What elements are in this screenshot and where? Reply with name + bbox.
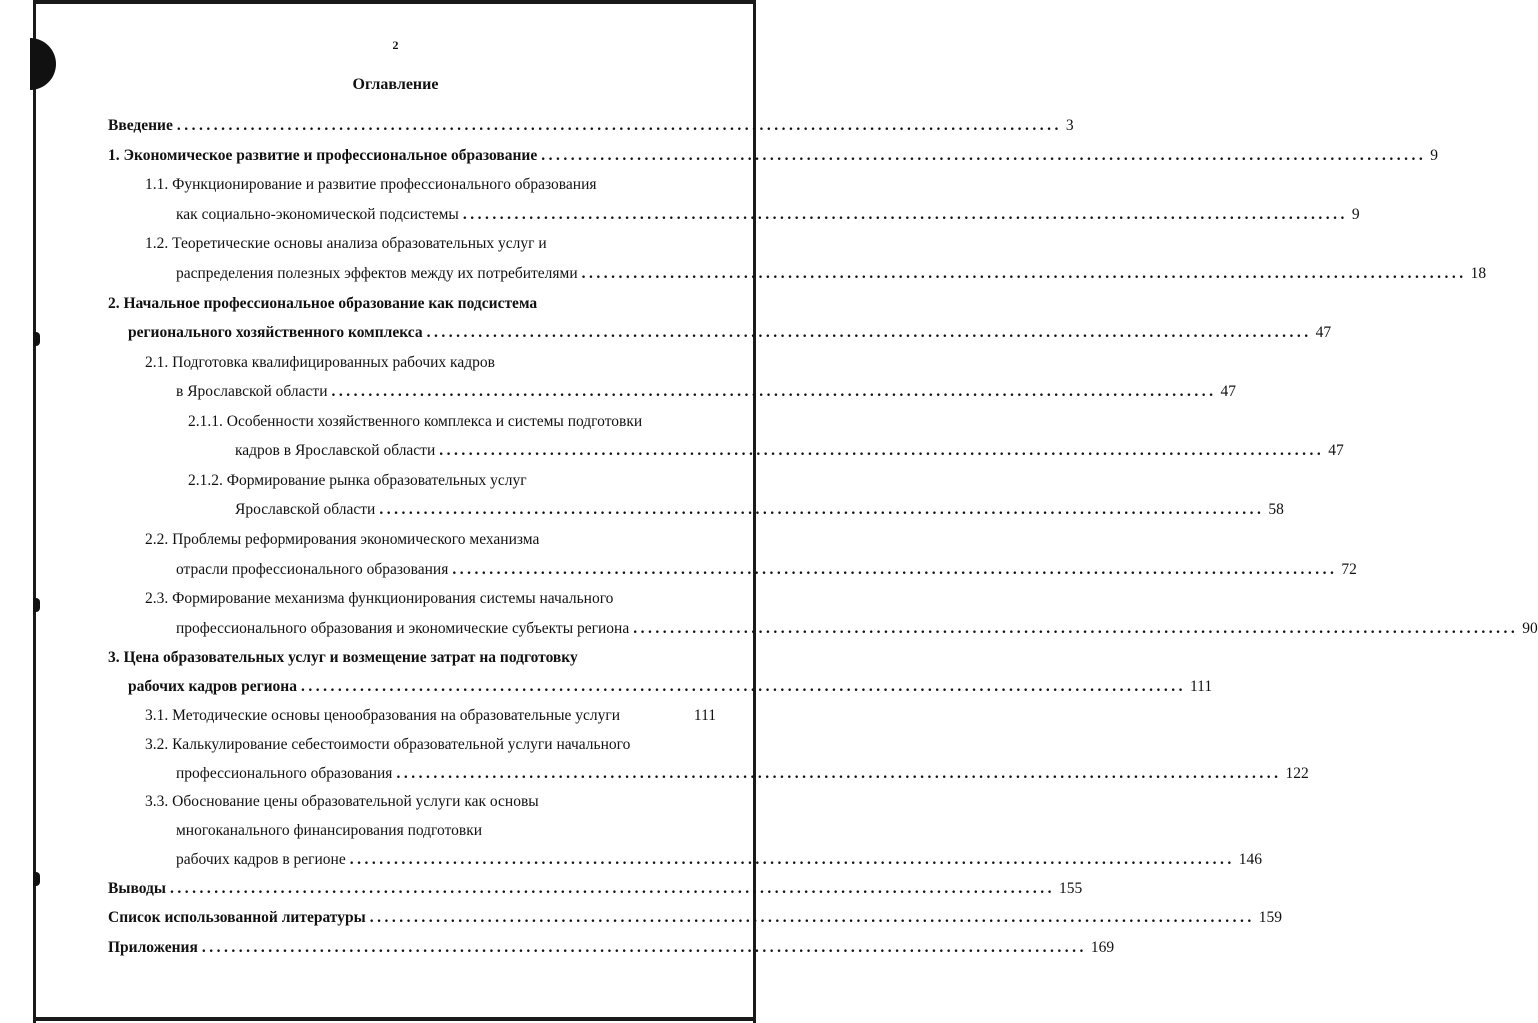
toc-leader-dots: ........................................................................................................................ — [169, 880, 1055, 897]
toc-entry[interactable] — [108, 938, 1115, 958]
toc-entry-title: распределения полезных эффектов между их потребителями — [176, 265, 578, 282]
toc-leader-dots: ........................................................................................................................ — [541, 147, 1427, 164]
toc-entry-continued[interactable] — [176, 205, 1360, 225]
toc-entry-continued[interactable] — [176, 560, 1357, 580]
toc-entry[interactable] — [145, 175, 716, 195]
page-title: Оглавление — [352, 76, 439, 93]
toc-entry-title: как социально-экономической подсистемы — [176, 206, 459, 223]
toc-entry-continued[interactable] — [176, 764, 1309, 784]
toc-entry-title: 2.2. Проблемы реформирования экономического механизма — [145, 531, 540, 548]
toc-entry-page: 146 — [1238, 851, 1262, 868]
toc-entry[interactable] — [145, 735, 716, 755]
toc-entry-title: 1.1. Функционирование и развитие профессионального образования — [145, 176, 597, 193]
toc-entry-page: 159 — [1258, 909, 1282, 926]
toc-entry-page: 111 — [693, 707, 716, 724]
toc-entry-continued[interactable] — [176, 382, 1236, 402]
toc-entry-title: Приложения — [108, 939, 198, 956]
toc-entry-page: 18 — [1470, 265, 1487, 282]
toc-entry[interactable] — [108, 116, 1074, 136]
toc-entry[interactable] — [145, 234, 716, 254]
toc-entry-page: 111 — [1189, 678, 1213, 695]
toc-leader-dots: ........................................................................................................................ — [349, 851, 1235, 868]
scan-border-bottom — [33, 1017, 756, 1021]
toc-entry[interactable] — [188, 412, 716, 432]
toc-leader-dots: ........................................................................................................................ — [462, 206, 1348, 223]
toc-entry-continued[interactable] — [128, 323, 1332, 343]
toc-leader-dots: ........................................................................................................................ — [633, 620, 1519, 637]
toc-entry-page: 9 — [1351, 206, 1360, 223]
toc-entry-title: профессионального образования — [176, 765, 393, 782]
toc-entry-title: 2. Начальное профессиональное образование как подсистема — [108, 295, 538, 312]
toc-entry-title: 3. Цена образовательных услуг и возмещение затрат на подготовку — [108, 649, 578, 666]
toc-leader-dots: ........................................................................................................................ — [426, 324, 1312, 341]
toc-leader-dots: ........................................................................................................................ — [581, 265, 1467, 282]
toc-entry-title: 3.1. Методические основы ценообразования на образовательные услуги — [145, 707, 621, 724]
toc-entry-title: Введение — [108, 117, 173, 134]
toc-entry-page: 122 — [1285, 765, 1309, 782]
toc-entry-page: 72 — [1341, 561, 1357, 578]
toc-leader-dots: ........................................................................................................................ — [201, 939, 1087, 956]
toc-entry-title: Выводы — [108, 880, 166, 897]
toc-entry[interactable] — [145, 706, 716, 726]
toc-entry-title: 3.2. Калькулирование себестоимости образовательной услуги начального — [145, 736, 631, 753]
toc-entry[interactable] — [108, 879, 1083, 899]
toc-entry[interactable] — [108, 294, 716, 314]
toc-entry-title: 3.3. Обоснование цены образовательной услуги как основы — [145, 793, 539, 810]
toc-entry[interactable] — [188, 471, 716, 491]
edge-mark — [33, 598, 40, 612]
toc-entry-title: 1. Экономическое развитие и профессиональное образование — [108, 147, 538, 164]
toc-entry-title: Ярославской области — [235, 501, 376, 518]
toc-entry-page: 90 — [1522, 620, 1538, 637]
toc-entry-title: 2.3. Формирование механизма функционирования системы начального — [145, 590, 614, 607]
toc-entry-title: регионального хозяйственного комплекса — [128, 324, 423, 341]
toc-leader-dots: ........................................................................................................................ — [176, 117, 1062, 134]
toc-entry-title: 2.1.1. Особенности хозяйственного комплекса и системы подготовки — [188, 413, 643, 430]
toc-entry[interactable] — [145, 589, 716, 609]
toc-entry-page: 47 — [1220, 383, 1236, 400]
edge-mark — [33, 872, 40, 886]
toc-leader-dots: ........................................................................................................................ — [331, 383, 1217, 400]
toc-entry-title: кадров в Ярославской области — [235, 442, 436, 459]
toc-entry-continued[interactable] — [176, 850, 1262, 870]
toc-leader-dots: ........................................................................................................................ — [452, 561, 1338, 578]
toc-entry-title: профессионального образования и экономические субъекты региона — [176, 620, 630, 637]
toc-entry-continued[interactable] — [235, 441, 1344, 461]
toc-entry-continued[interactable] — [235, 500, 1284, 520]
toc-entry-page: 47 — [1315, 324, 1332, 341]
toc-entry[interactable] — [108, 146, 1438, 166]
toc-entry-page: 47 — [1328, 442, 1344, 459]
toc-leader-dots: ........................................................................................................................ — [396, 765, 1282, 782]
toc-entry-title: 2.1.2. Формирование рынка образовательных услуг — [188, 472, 527, 489]
toc-entry-continued[interactable] — [128, 677, 1213, 697]
toc-entry-title: Список использованной литературы — [108, 909, 366, 926]
toc-entry-page: 3 — [1065, 117, 1074, 134]
page-number: 2 — [392, 38, 399, 52]
toc-entry[interactable] — [145, 792, 716, 812]
toc-entry[interactable] — [108, 648, 716, 668]
toc-entry-title: 1.2. Теоретические основы анализа образовательных услуг и — [145, 235, 547, 252]
toc-entry-page: 169 — [1090, 939, 1115, 956]
toc-entry[interactable] — [108, 908, 1282, 928]
toc-entry-continued[interactable] — [176, 619, 1538, 639]
toc-entry-title: в Ярославской области — [176, 383, 328, 400]
toc-entry-page: 9 — [1430, 147, 1438, 164]
toc-entry-title: 2.1. Подготовка квалифицированных рабочих кадров — [145, 354, 495, 371]
toc-entry-title: рабочих кадров региона — [128, 678, 297, 695]
toc-entry-title: рабочих кадров в регионе — [176, 851, 346, 868]
toc-entry[interactable] — [145, 530, 716, 550]
toc-leader-dots: ........................................................................................................................ — [369, 909, 1255, 926]
toc-leader-dots: ........................................................................................................................ — [439, 442, 1325, 459]
toc-entry-title: многоканального финансирования подготовки — [176, 822, 483, 839]
toc-entry-page: 58 — [1268, 501, 1284, 518]
toc-entry-continued[interactable] — [176, 821, 716, 841]
toc-leader-dots: ........................................................................................................................ — [379, 501, 1265, 518]
toc-entry-continued[interactable] — [176, 264, 1487, 284]
toc-entry[interactable] — [145, 353, 716, 373]
toc-entry-title: отрасли профессионального образования — [176, 561, 449, 578]
toc-entry-page: 155 — [1058, 880, 1083, 897]
toc-leader-dots: ........................................................................................................................ — [300, 678, 1186, 695]
edge-mark — [33, 332, 40, 346]
